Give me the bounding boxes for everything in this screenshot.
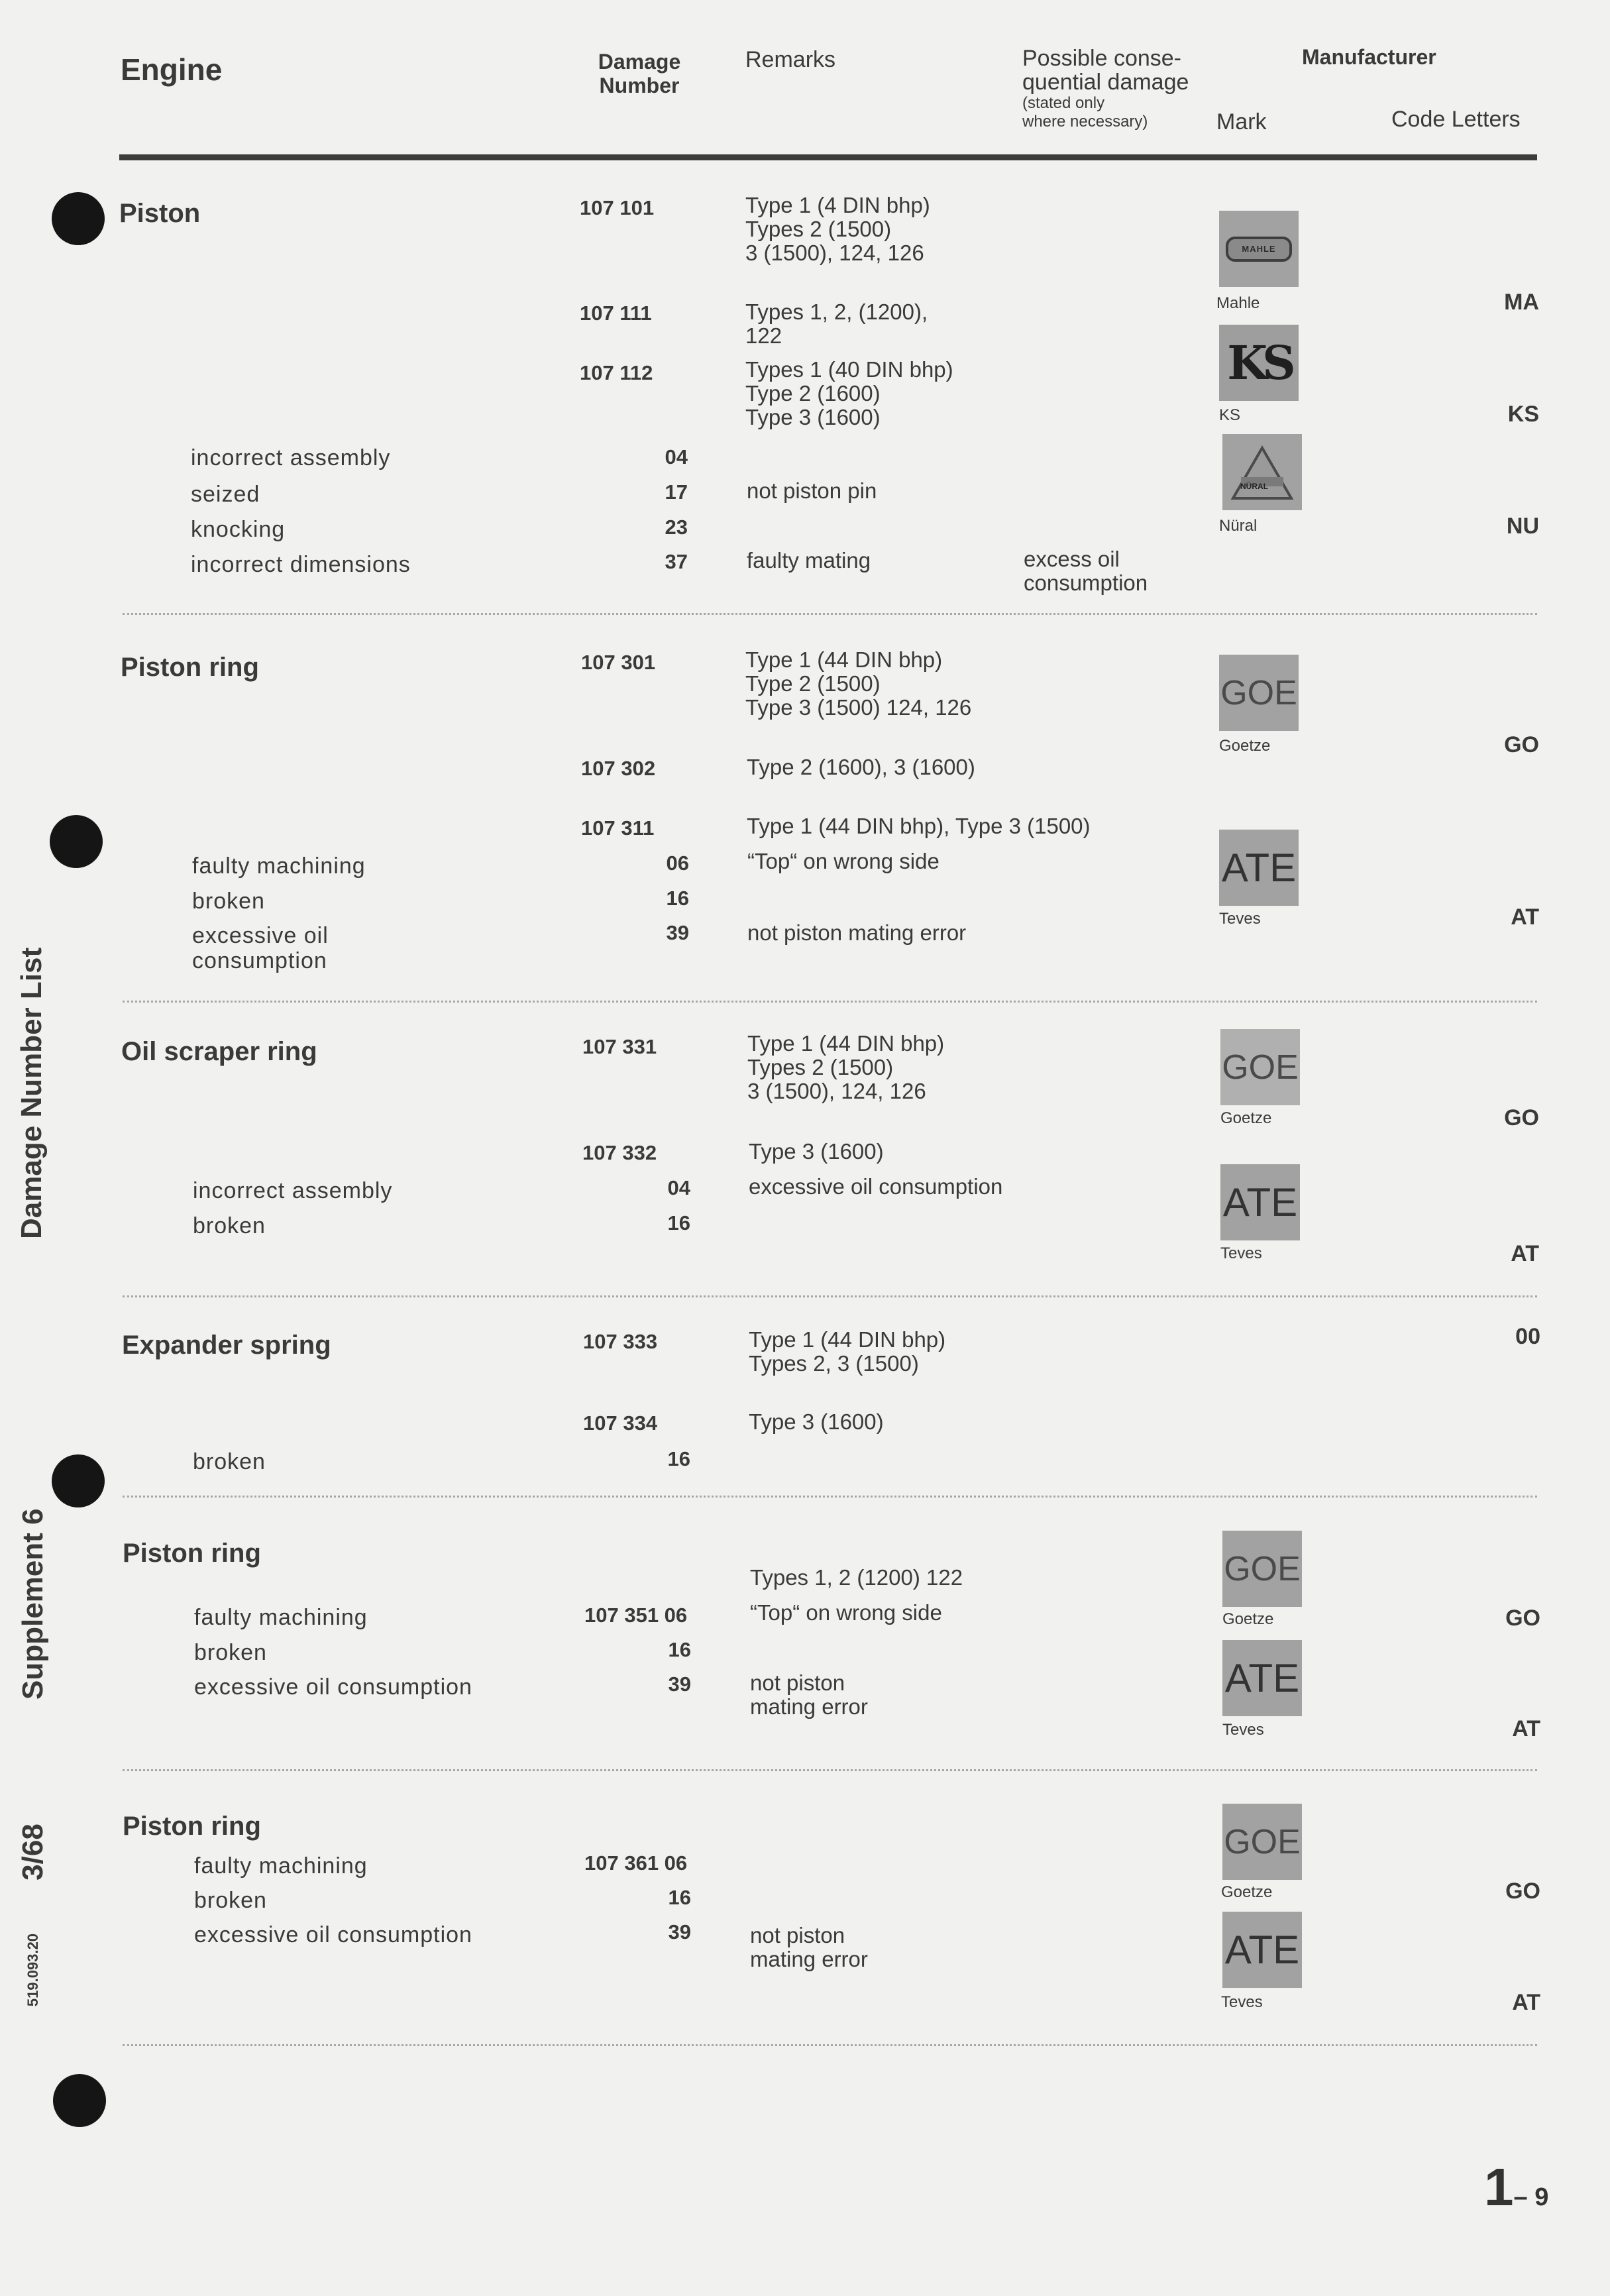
ks-logo: KS (1219, 325, 1299, 401)
remark: Types 1, 2, (1200), 122 (745, 300, 928, 348)
remark: excessive oil consumption (749, 1174, 1003, 1199)
section-title-oil-scraper-ring: Oil scraper ring (121, 1037, 317, 1066)
goetze-logo: GOE (1222, 1804, 1302, 1880)
damage-number: 107 331 (582, 1035, 657, 1058)
remark: Type 1 (4 DIN bhp) Types 2 (1500) 3 (1500), 124, 126 (745, 193, 930, 265)
code-letters: GO (1505, 1606, 1540, 1631)
brand-name: Goetze (1222, 1610, 1274, 1628)
code-letters: MA (1504, 290, 1539, 315)
brand-name: Teves (1220, 1244, 1262, 1262)
code-letters: GO (1505, 1879, 1540, 1904)
fault-label: broken (193, 1449, 266, 1474)
fault-label: excessive oil consumption (194, 1922, 472, 1947)
brand-name: KS (1219, 406, 1241, 424)
damage-number: 107 301 (581, 651, 656, 674)
remark: “Top“ on wrong side (747, 849, 939, 873)
remark: not piston mating error (750, 1670, 868, 1719)
page-title: Engine (121, 52, 223, 87)
remark: Type 1 (44 DIN bhp) Type 2 (1500) Type 3 (1500) 124, 126 (745, 647, 972, 720)
damage-number-header: Damage Number (598, 50, 681, 97)
fault-code: 16 (667, 1211, 690, 1234)
ate-logo: ATE (1222, 1912, 1302, 1988)
section-divider (123, 1496, 1537, 1498)
ate-logo: ATE (1222, 1640, 1302, 1716)
remarks-header: Remarks (745, 47, 836, 72)
damage-number: 107 311 (581, 816, 655, 840)
remark: Types 1 (40 DIN bhp) Type 2 (1600) Type 3 (1600) (745, 357, 953, 429)
fault-code: 23 (665, 516, 688, 539)
consequential-damage: excess oil consumption (1024, 547, 1148, 595)
brand-name: Goetze (1220, 1109, 1272, 1127)
fault-label: broken (192, 889, 265, 914)
ate-logo: ATE (1219, 830, 1299, 906)
fault-label: incorrect dimensions (191, 552, 411, 577)
fault-label: broken (193, 1213, 266, 1238)
binder-hole (50, 815, 103, 868)
fault-label: excessive oil consumption (192, 923, 329, 973)
damage-number: 107 334 (583, 1411, 658, 1435)
damage-number: 107 333 (583, 1330, 658, 1353)
brand-name: Mahle (1216, 294, 1260, 312)
damage-number: 107 332 (582, 1141, 657, 1164)
code-letters-header: Code Letters (1391, 107, 1521, 132)
fault-label: excessive oil consumption (194, 1674, 472, 1700)
fault-code: 39 (668, 1920, 691, 1943)
sidebar-doc-number: 519.093.20 (25, 1933, 41, 2007)
brand-name: Goetze (1219, 737, 1271, 755)
fault-label: incorrect assembly (191, 445, 391, 470)
header-rule (119, 154, 1537, 160)
fault-code: 39 (668, 1672, 691, 1696)
remark: Type 3 (1600) (749, 1139, 884, 1164)
fault-label: broken (194, 1640, 267, 1665)
section-divider (123, 2044, 1537, 2046)
fault-code: 16 (667, 1447, 690, 1470)
brand-name: Nüral (1219, 517, 1258, 535)
remark: Type 3 (1600) (749, 1409, 884, 1434)
manufacturer-header: Manufacturer (1302, 45, 1436, 69)
goetze-logo: GOE (1219, 655, 1299, 731)
fault-label: faulty machining (194, 1853, 368, 1879)
remark: Type 1 (44 DIN bhp) Types 2, 3 (1500) (749, 1327, 946, 1376)
fault-code: 16 (668, 1886, 691, 1909)
remark: faulty mating (747, 548, 871, 573)
fault-label: faulty machining (194, 1605, 368, 1630)
code-letters: AT (1512, 1990, 1540, 2015)
section-title-expander-spring: Expander spring (122, 1331, 331, 1360)
goetze-logo: GOE (1220, 1029, 1300, 1105)
fault-code: 04 (665, 445, 688, 468)
fault-label: faulty machining (192, 853, 366, 879)
fault-code: 04 (667, 1176, 690, 1199)
code-letters: KS (1507, 402, 1539, 427)
remark: Types 1, 2 (1200) 122 (750, 1565, 963, 1590)
fault-code: 06 (666, 851, 689, 875)
section-title-piston: Piston (119, 199, 201, 228)
remark: not piston mating error (747, 920, 967, 945)
sidebar-date: 3/68 (17, 1824, 49, 1881)
remark: not piston pin (747, 478, 877, 503)
remark: Type 2 (1600), 3 (1600) (747, 755, 975, 779)
binder-hole (52, 192, 105, 245)
brand-name: Goetze (1221, 1883, 1273, 1901)
fault-code: 39 (666, 921, 689, 944)
code-letters: NU (1506, 514, 1539, 539)
code-letters: GO (1504, 732, 1539, 757)
damage-number: 107 351 06 (584, 1604, 688, 1627)
fault-label: knocking (191, 517, 286, 542)
section-title-piston-ring: Piston ring (123, 1539, 261, 1568)
section-divider (123, 1001, 1537, 1003)
code-letters: AT (1511, 904, 1539, 930)
damage-number: 107 111 (580, 301, 652, 325)
binder-hole (53, 2074, 106, 2127)
sidebar-list-title: Damage Number List (15, 947, 48, 1239)
remark: Type 1 (44 DIN bhp) Types 2 (1500) 3 (1500), 124, 126 (747, 1031, 945, 1103)
mark-header: Mark (1216, 109, 1267, 135)
damage-number: 107 101 (580, 196, 655, 219)
mahle-logo: MAHLE (1219, 211, 1299, 287)
fault-label: incorrect assembly (193, 1178, 393, 1203)
damage-number: 107 302 (581, 757, 656, 780)
code-letters: GO (1504, 1105, 1539, 1130)
remark: Type 1 (44 DIN bhp), Type 3 (1500) (747, 814, 1091, 838)
remark: “Top“ on wrong side (750, 1600, 942, 1625)
section-divider (123, 1769, 1537, 1771)
damage-number: 107 112 (580, 361, 653, 384)
section-divider (123, 1295, 1537, 1297)
nural-logo: NÜRAL (1222, 434, 1302, 510)
fault-label: broken (194, 1888, 267, 1913)
code-letters: 00 (1515, 1324, 1540, 1349)
fault-code: 16 (666, 887, 689, 910)
brand-name: Teves (1219, 910, 1261, 928)
fault-code: 16 (668, 1638, 691, 1661)
binder-hole (52, 1454, 105, 1507)
code-letters: AT (1511, 1241, 1539, 1266)
goetze-logo: GOE (1222, 1531, 1302, 1607)
consequential-damage-header: Possible conse- quential damage (stated only where necessary) (1022, 46, 1189, 131)
ate-logo: ATE (1220, 1164, 1300, 1240)
brand-name: Teves (1221, 1993, 1263, 2011)
section-title-piston-ring: Piston ring (123, 1812, 261, 1841)
section-divider (123, 613, 1537, 615)
fault-label: seized (191, 482, 260, 507)
code-letters: AT (1512, 1716, 1540, 1741)
section-title-piston-ring: Piston ring (121, 653, 259, 682)
fault-code: 17 (665, 480, 688, 504)
page-number: 1– 9 (1484, 2158, 1549, 2216)
damage-number: 107 361 06 (584, 1851, 688, 1875)
fault-code: 37 (665, 550, 688, 573)
remark: not piston mating error (750, 1923, 868, 1971)
sidebar-supplement: Supplement 6 (17, 1508, 49, 1700)
brand-name: Teves (1222, 1721, 1264, 1739)
